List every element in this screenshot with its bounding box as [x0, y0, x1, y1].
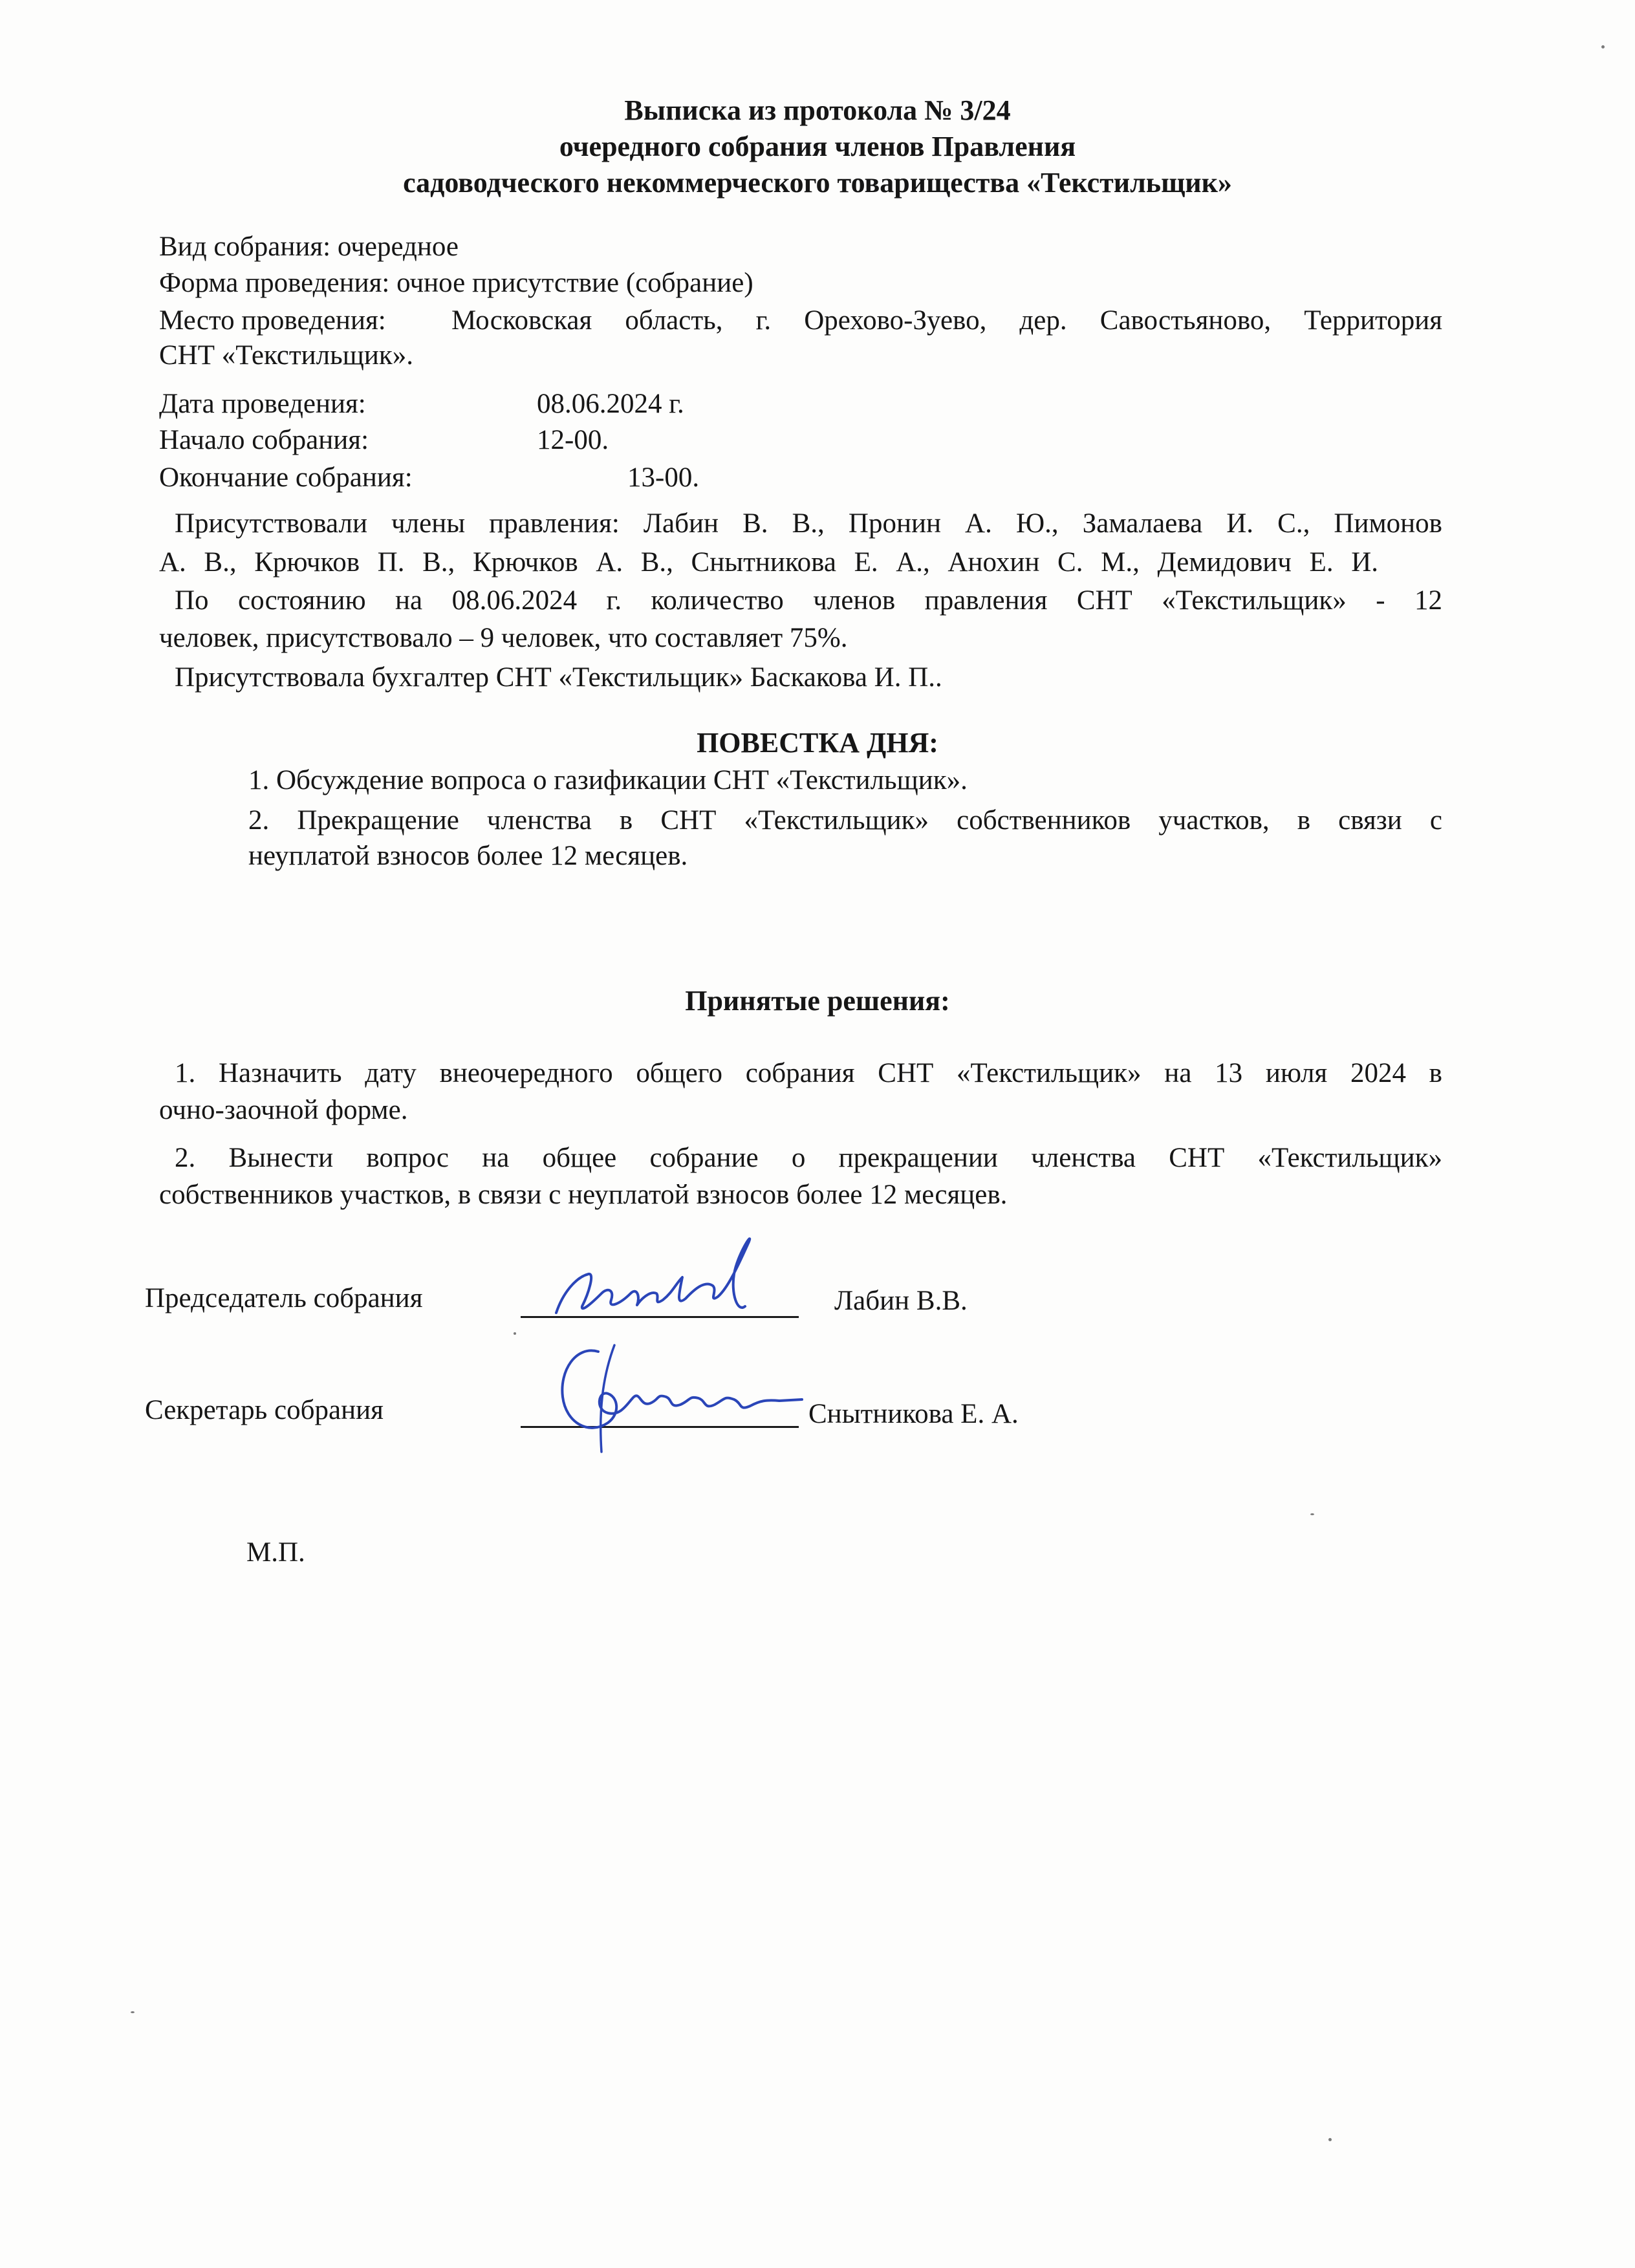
meeting-start-label: Начало собрания:	[159, 425, 369, 455]
decisions-heading: Принятые решения:	[685, 985, 950, 1017]
attendance-quorum-line2: человек, присутствовало – 9 человек, что составляет 75%.	[159, 623, 848, 653]
agenda-item-2-line2: неуплатой взносов более 12 месяцев.	[248, 841, 688, 871]
secretary-label: Секретарь собрания	[145, 1395, 384, 1425]
decision-item-1-line2: очно-заочной форме.	[159, 1095, 408, 1125]
meeting-form: Форма проведения: очное присутствие (собрание)	[159, 268, 753, 298]
decision-item-2-line2: собственников участков, в связи с неуплатой взносов более 12 месяцев.	[159, 1180, 1008, 1210]
meeting-date-label: Дата проведения:	[159, 389, 366, 419]
secretary-name: Снытникова Е. А.	[808, 1399, 1019, 1429]
meeting-end-label: Окончание собрания:	[159, 462, 413, 493]
secretary-signature	[537, 1332, 821, 1462]
scan-speck	[1310, 1513, 1314, 1515]
agenda-item-1: 1. Обсуждение вопроса о газификации СНТ «Текстильщик».	[248, 765, 968, 795]
meeting-place-label: Место проведения:	[159, 305, 386, 336]
chair-name: Лабин В.В.	[834, 1286, 968, 1316]
stamp-place-label: М.П.	[246, 1537, 305, 1568]
decision-item-1-line1: 1. Назначить дату внеочередного общего собрания СНТ «Текстильщик» на 13 июля 2024 в	[175, 1058, 1442, 1088]
attendance-quorum-line1: По состоянию на 08.06.2024 г. количество членов правления СНТ «Текстильщик» - 12	[175, 585, 1442, 616]
attendance-members-line1: Присутствовали члены правления: Лабин В. В., Пронин А. Ю., Замалаева И. С., Пимонов	[175, 508, 1442, 539]
document-title-line3: садоводческого некоммерческого товарищества «Текстильщик»	[403, 167, 1232, 199]
meeting-place-value: Московская область, г. Орехово-Зуево, дер. Савостьяново, Территория	[451, 305, 1442, 336]
document-title-line1: Выписка из протокола № 3/24	[624, 94, 1011, 126]
meeting-end-value: 13-00.	[627, 462, 700, 493]
secretary-signature-stroke	[562, 1350, 802, 1427]
agenda-item-2-line1: 2. Прекращение членства в СНТ «Текстильщик» собственников участков, в связи с	[248, 805, 1442, 836]
document-title-line2: очередного собрания членов Правления	[559, 131, 1076, 162]
scan-speck	[1328, 2138, 1332, 2141]
secretary-signature-flourish	[601, 1345, 614, 1452]
agenda-heading: ПОВЕСТКА ДНЯ:	[697, 727, 938, 759]
scan-speck	[1601, 45, 1605, 49]
attendance-accountant: Присутствовала бухгалтер СНТ «Текстильщик» Баскакова И. П..	[175, 662, 942, 693]
chair-signature-stroke	[556, 1238, 750, 1313]
scan-speck	[131, 2011, 135, 2013]
decision-item-2-line1: 2. Вынести вопрос на общее собрание о прекращении членства СНТ «Текстильщик»	[175, 1143, 1442, 1173]
meeting-place-value-continued: СНТ «Текстильщик».	[159, 340, 414, 371]
meeting-kind: Вид собрания: очередное	[159, 232, 459, 262]
chair-label: Председатель собрания	[145, 1283, 423, 1313]
meeting-date-value: 08.06.2024 г.	[537, 389, 684, 419]
meeting-start-value: 12-00.	[537, 425, 609, 455]
chair-signature	[543, 1216, 815, 1339]
attendance-members-line2: А. В., Крючков П. В., Крючков А. В., Снытникова Е. А., Анохин С. М., Демидович Е. И.	[159, 547, 1378, 578]
scan-speck	[514, 1332, 516, 1335]
